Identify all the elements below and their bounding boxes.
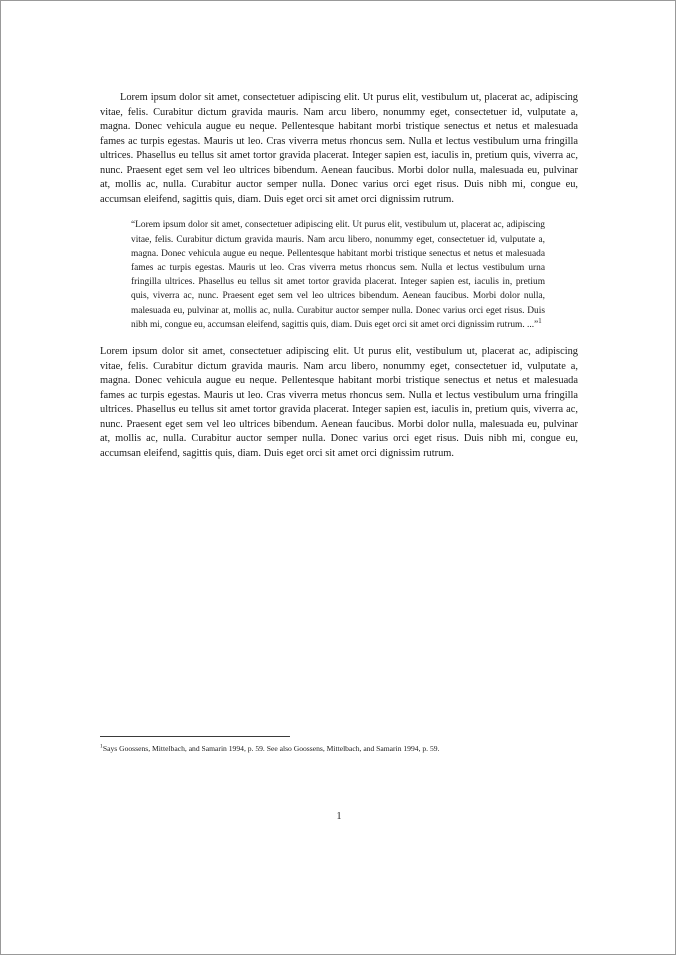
body-paragraph-second: Lorem ipsum dolor sit amet, consectetuer adipiscing elit. Ut purus elit, vestibulum ut, placerat ac, adipiscing vitae, felis. Curabitur dictum gravida mauris. Nam arcu libero, nonummy eget, consectetuer id, vulputate a, magna. Donec vehicula augue eu neque. Pellentesque habitant morbi tristique senectus et netus et malesuada fames ac turpis egestas. Mauris ut leo. Cras viverra metus rhoncus sem. Nulla et lectus vestibulum urna fringilla ultrices. Phasellus eu tellus sit amet tortor gravida placerat. Integer sapien est, iaculis in, pretium quis, viverra ac, nunc. Praesent eget sem vel leo ultrices bibendum. Aenean faucibus. Morbi dolor nulla, malesuada eu, pulvinar at, mollis ac, nulla. Curabitur auctor semper nulla. Donec varius orci eget risus. Duis nibh mi, congue eu, accumsan eleifend, sagittis quis, diam. Duis eget orci sit amet orci dignissim rutrum. — [100, 346, 578, 459]
footnote-entry — [100, 743, 578, 754]
body-paragraph-first: Lorem ipsum dolor sit amet, consectetuer adipiscing elit. Ut purus elit, vestibulum ut, placerat ac, adipiscing vitae, felis. Curabitur dictum gravida mauris. Nam arcu libero, nonummy eget, consectetuer id, vulputate a, magna. Donec vehicula augue eu neque. Pellentesque habitant morbi tristique senectus et netus et malesuada fames ac turpis egestas. Mauris ut leo. Cras viverra metus rhoncus sem. Nulla et lectus vestibulum urna fringilla ultrices. Phasellus eu tellus sit amet tortor gravida placerat. Integer sapien est, iaculis in, pretium quis, viverra ac, nunc. Praesent eget sem vel leo ultrices bibendum. Aenean faucibus. Morbi dolor nulla, malesuada eu, pulvinar at, mollis ac, nulla. Curabitur auctor semper nulla. Donec varius orci eget risus. Duis nibh mi, congue eu, accumsan eleifend, sagittis quis, diam. Duis eget orci sit amet orci dignissim rutrum. — [100, 92, 578, 205]
text-column — [100, 91, 578, 461]
blockquote — [131, 218, 545, 332]
spacer-above-blockquote — [100, 207, 578, 218]
page-number: 1 — [336, 811, 342, 822]
footnote-reference-marker[interactable]: 1 — [538, 317, 542, 325]
footnote-area — [100, 736, 578, 754]
spacer-below-blockquote — [100, 332, 578, 345]
footnote-number: 1 — [100, 743, 103, 750]
blockquote-text: “Lorem ipsum dolor sit amet, consectetuer adipiscing elit. Ut purus elit, vestibulum ut, placerat ac, adipiscing vitae, felis. Curabitur dictum gravida mauris. Nam arcu libero, nonummy eget, consectetuer id, vulputate a, magna. Donec vehicula augue eu neque. Pellentesque habitant morbi tristique senectus et netus et malesuada fames ac turpis egestas. Mauris ut leo. Cras viverra metus rhoncus sem. Nulla et lectus vestibulum urna fringilla ultrices. Phasellus eu tellus sit amet tortor gravida placerat. Integer sapien est, iaculis in, pretium quis, viverra ac, nunc. Praesent eget sem vel leo ultrices bibendum. Aenean faucibus. Morbi dolor nulla, malesuada eu, pulvinar at, mollis ac, nulla. Curabitur auctor semper nulla. Donec varius orci eget risus. Duis nibh mi, congue eu, accumsan eleifend, sagittis quis, diam. Duis eget orci sit amet orci dignissim rutrum. ...” — [131, 220, 545, 330]
footnote-text: Says Goossens, Mittelbach, and Samarin 1994, p. 59. See also Goossens, Mittelbach, and Samarin 1994, p. 59. — [102, 744, 440, 753]
footnote-separator-rule — [100, 736, 290, 737]
